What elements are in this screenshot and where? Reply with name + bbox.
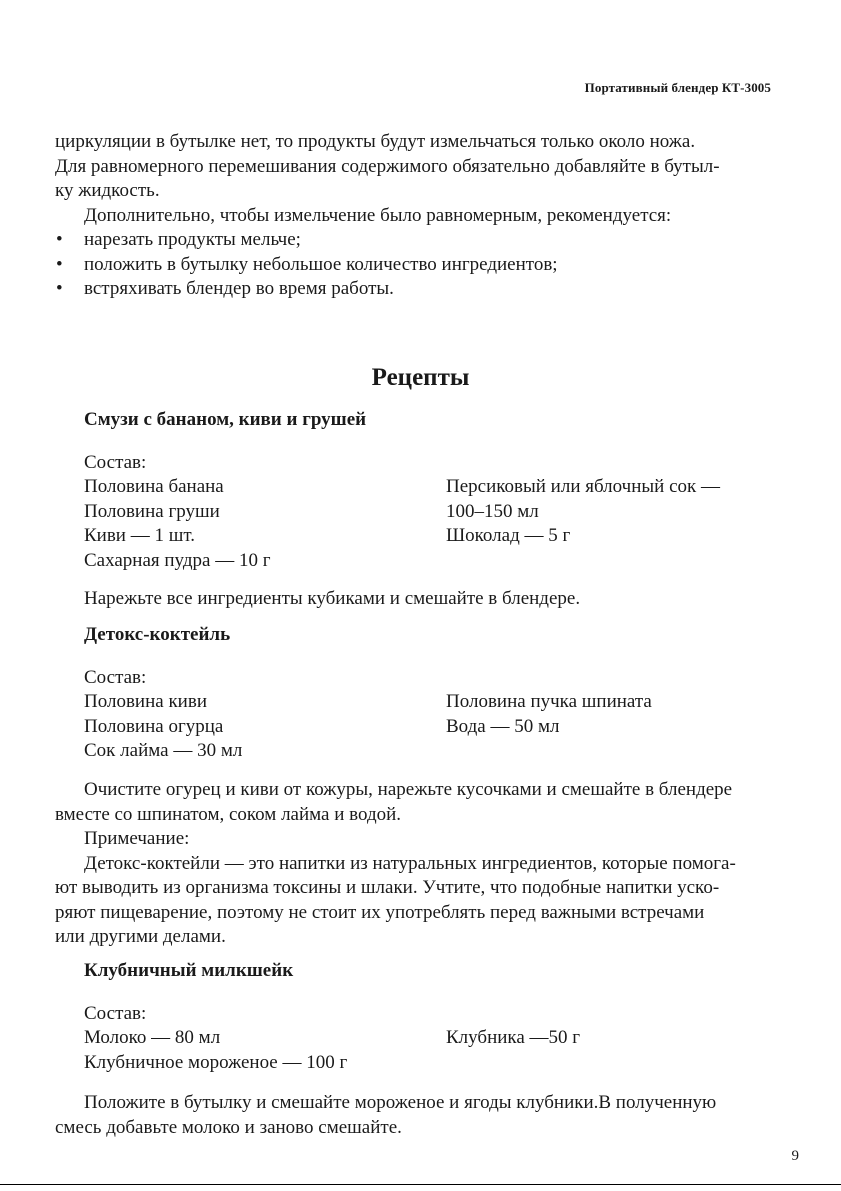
ingredient-item: Вода — 50 мл xyxy=(446,715,560,737)
ingredient-item: Половина киви xyxy=(84,691,207,712)
recipe-instruction xyxy=(55,587,775,612)
ingredient-item: Молоко — 80 мл xyxy=(84,1027,221,1048)
page-number: 9 xyxy=(791,1148,799,1164)
ingredient-item: Киви — 1 шт. xyxy=(84,525,195,546)
recipe-title: Смузи с бананом, киви и грушей xyxy=(84,409,367,430)
bullet-item xyxy=(55,228,775,253)
ingredient-item: Половина пучка шпината xyxy=(446,691,652,712)
footer-rule xyxy=(0,1184,841,1191)
ingredient-item: Шоколад — 5 г xyxy=(446,525,571,546)
ingredients-list xyxy=(84,1026,774,1075)
bullet-icon: • xyxy=(56,253,63,275)
running-header: Портативный блендер КТ-3005 xyxy=(584,80,771,95)
section-title: Рецепты xyxy=(371,364,470,391)
note-line: или другими делами. xyxy=(55,926,226,947)
instruction-line: вместе со шпинатом, соком лайма и водой. xyxy=(55,803,402,825)
bullet-icon: • xyxy=(56,229,63,250)
instruction-line: Очистите огурец и киви от кожуры, нарежьте кусочками и смешайте в блендере xyxy=(84,779,733,800)
bullet-text: встряхивать блендер во время работы. xyxy=(84,278,394,299)
ingredients-list xyxy=(84,475,774,573)
bullet-text: положить в бутылку небольшое количество ингредиентов; xyxy=(84,253,558,275)
ingredients-label: Состав: xyxy=(84,666,147,688)
recipe-smoothie xyxy=(84,408,774,573)
ingredient-item: Сок лайма — 30 мл xyxy=(84,740,243,761)
intro-line: ку жидкость. xyxy=(55,180,160,201)
bullet-item xyxy=(55,253,775,278)
ingredients-label: Состав: xyxy=(84,1002,147,1024)
intro-text xyxy=(55,130,775,302)
ingredient-item: Половина груши xyxy=(84,500,220,522)
intro-line: Для равномерного перемешивания содержимого обязательно добавляйте в бутыл- xyxy=(55,155,720,177)
ingredient-item: 100–150 мл xyxy=(446,500,539,522)
instruction-line: Положите в бутылку и смешайте мороженое и ягоды клубники.В полученную xyxy=(84,1092,717,1113)
bullet-icon: • xyxy=(56,278,63,299)
recipe-instruction xyxy=(55,1091,775,1140)
ingredients-list xyxy=(84,690,774,764)
instruction-line: Нарежьте все ингредиенты кубиками и смешайте в блендере. xyxy=(84,588,581,609)
recipe-title: Клубничный милкшейк xyxy=(84,960,294,981)
intro-line: циркуляции в бутылке нет, то продукты будут измельчаться только около ножа. xyxy=(55,131,696,152)
note-label: Примечание: xyxy=(84,828,190,849)
recipe-detox xyxy=(84,623,774,764)
note-line: Детокс-коктейли — это напитки из натуральных ингредиентов, которые помога- xyxy=(84,852,736,874)
recipe-milkshake xyxy=(84,959,774,1075)
recommend-line: Дополнительно, чтобы измельчение было равномерным, рекомендуется: xyxy=(84,204,672,226)
bullet-item xyxy=(55,277,775,302)
ingredients-label: Состав: xyxy=(84,451,147,473)
bullet-text: нарезать продукты мельче; xyxy=(84,229,301,250)
ingredient-item: Клубника —50 г xyxy=(446,1027,581,1048)
instruction-line: смесь добавьте молоко и заново смешайте. xyxy=(55,1116,402,1138)
note-line: ряют пищеварение, поэтому не стоит их употреблять перед важными встречами xyxy=(55,901,705,923)
recipe-instruction xyxy=(55,778,775,950)
ingredient-item: Половина огурца xyxy=(84,715,224,737)
note-line: ют выводить из организма токсины и шлаки. Учтите, что подобные напитки уско- xyxy=(55,877,720,898)
ingredient-item: Половина банана xyxy=(84,476,224,497)
recipe-title: Детокс-коктейль xyxy=(84,624,231,645)
ingredient-item: Персиковый или яблочный сок — xyxy=(446,476,720,497)
ingredient-item: Клубничное мороженое — 100 г xyxy=(84,1051,348,1073)
ingredient-item: Сахарная пудра — 10 г xyxy=(84,549,271,571)
